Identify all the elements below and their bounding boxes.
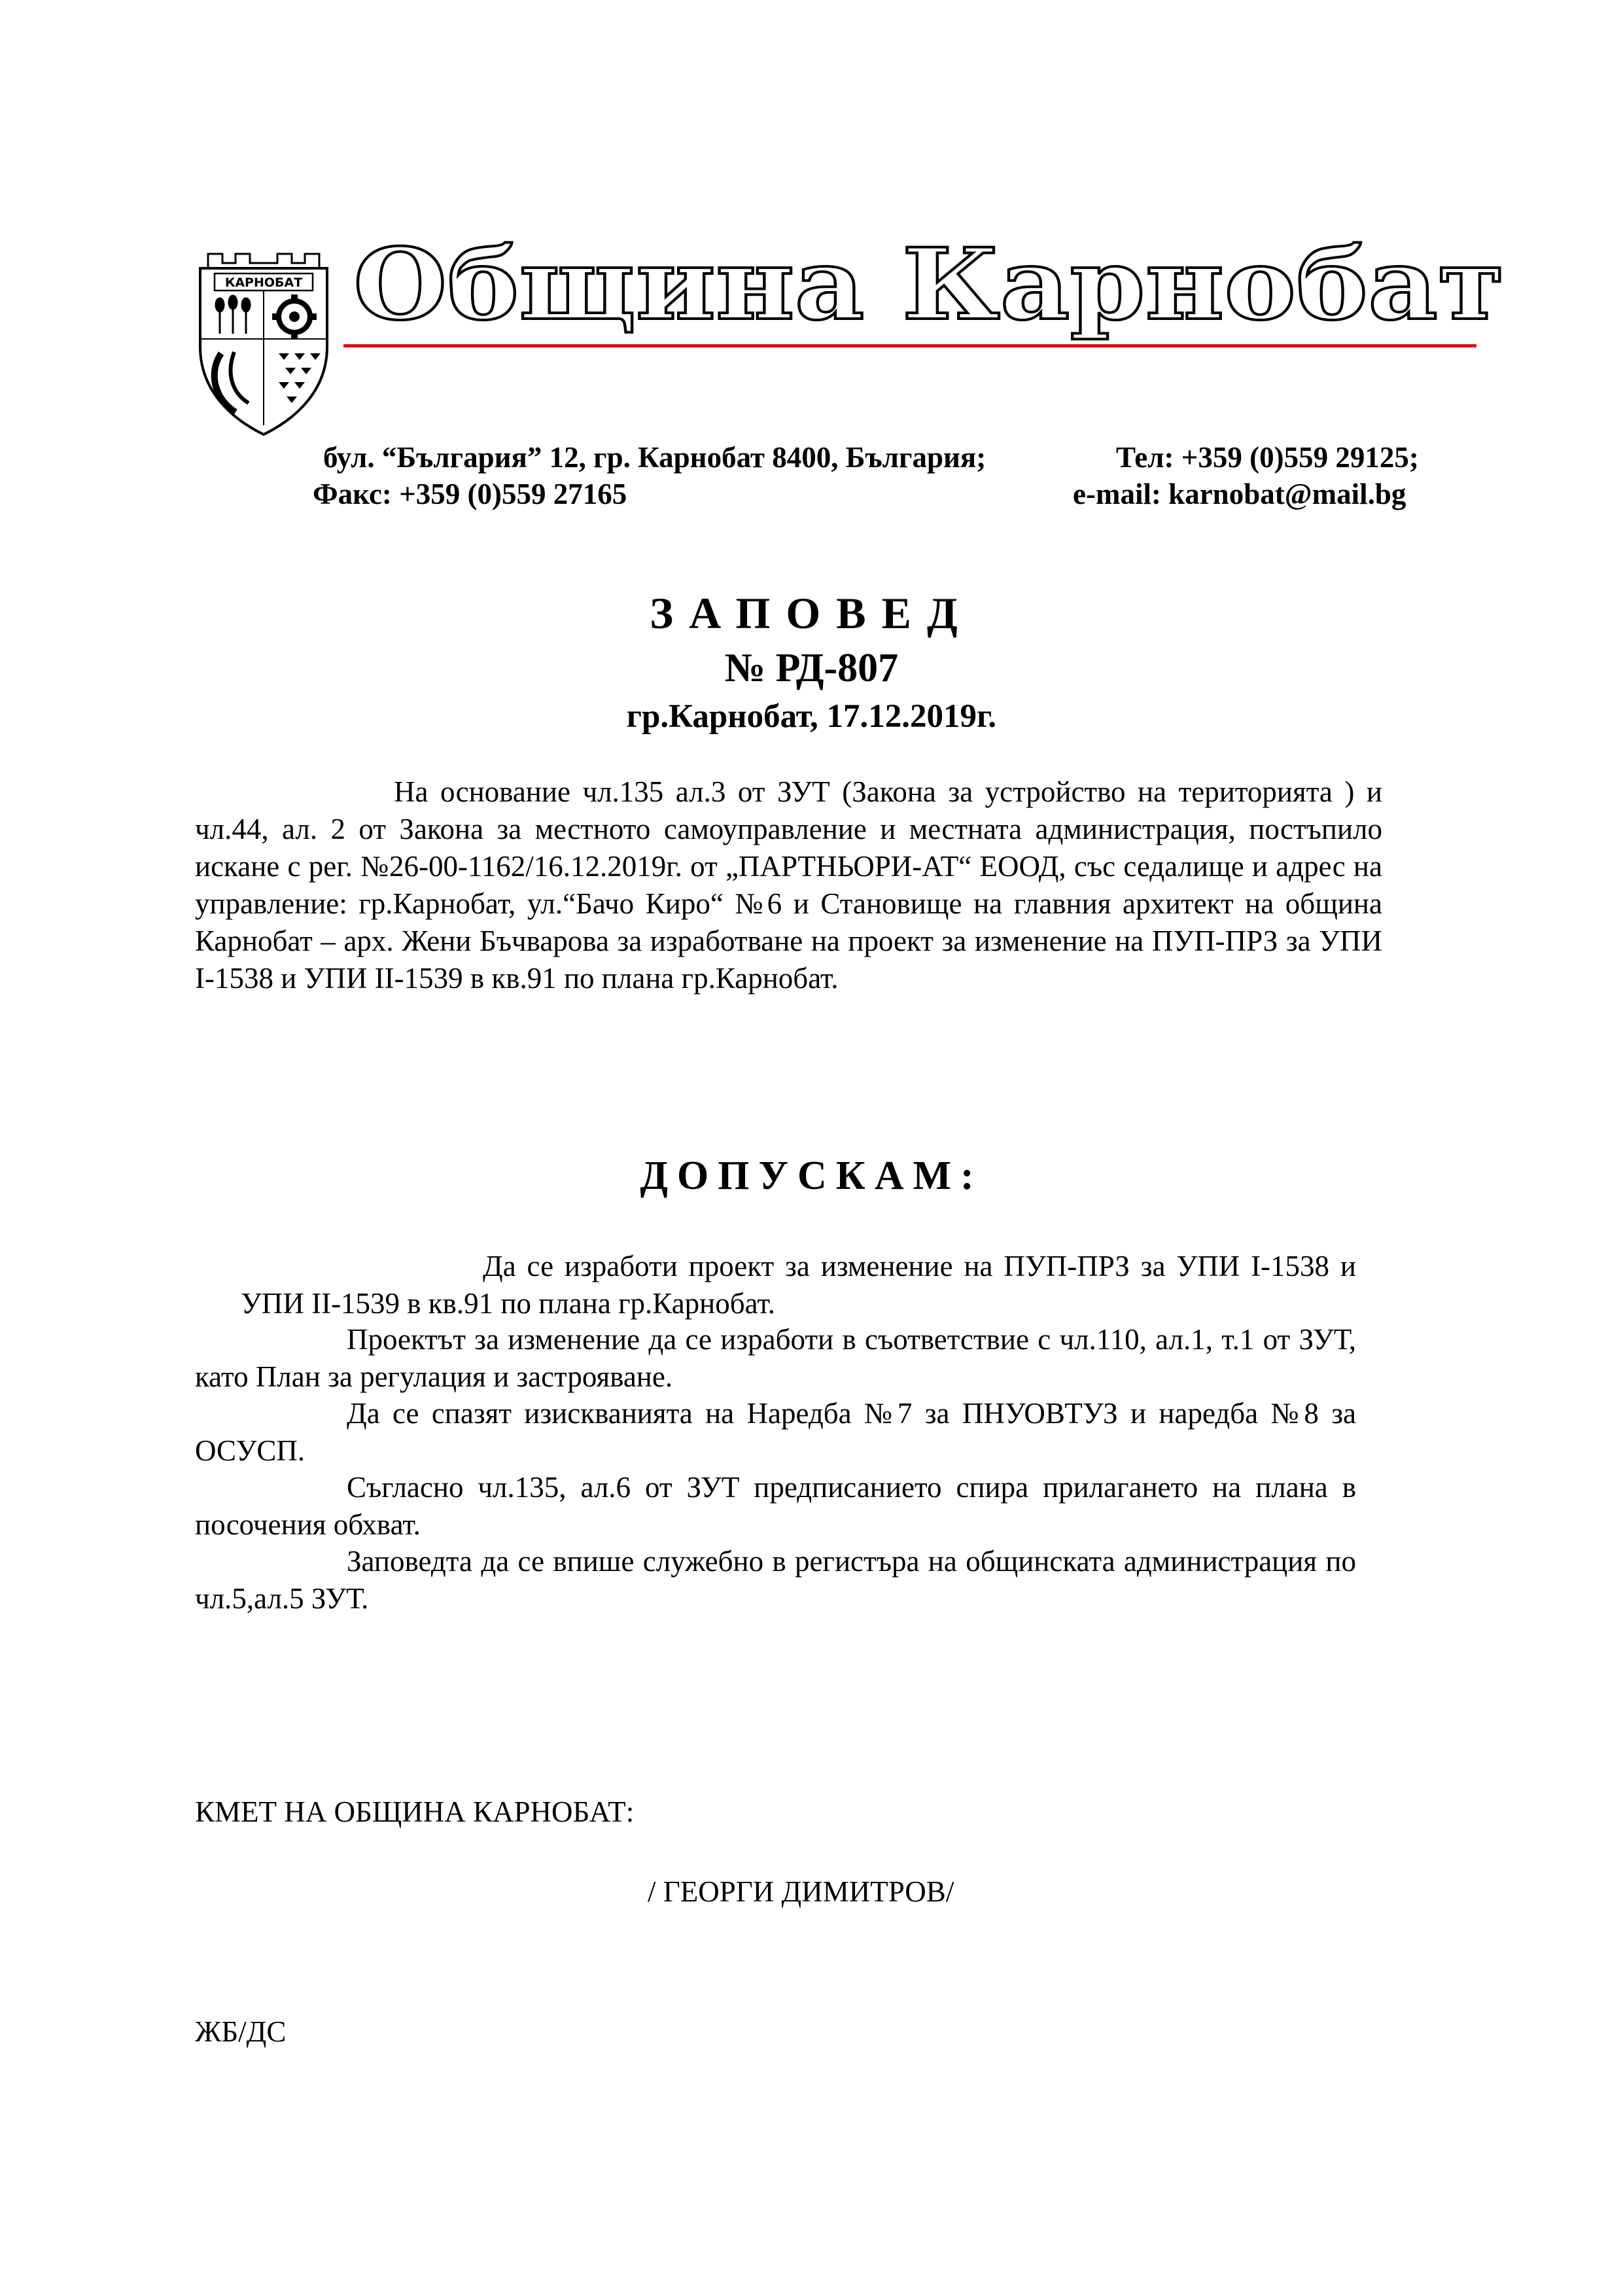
municipality-name-logo [353,230,1511,342]
preparer-initials: ЖБ/ДС [195,2015,287,2048]
phone: Тел: +359 (0)559 29125; [1116,441,1419,474]
fax: Факс: +359 (0)559 27165 [313,478,627,510]
document-title: ЗАПОВЕД [650,588,973,638]
ruling-2: Проектът за изменение да се изработи в съответствие с чл.110, ал.1, т.1 от ЗУТ, като План за регулация и застрояване. [195,1323,1356,1393]
place-and-date: гр.Карнобат, 17.12.2019г. [626,698,997,735]
signatory-name: / ГЕОРГИ ДИМИТРОВ/ [648,1875,954,1908]
ruling-4: Съгласно чл.135, ал.6 от ЗУТ предписанието спира прилагането на плана в посочения обхват. [195,1471,1356,1541]
signatory-position: КМЕТ НА ОБЩИНА КАРНОБАТ: [195,1795,635,1828]
municipality-crest-logo [195,249,332,438]
document-number: № РД-807 [724,646,899,690]
crest-label: КАРНОБАТ [224,275,303,290]
email-address: e-mail: karnobat@mail.bg [1073,478,1406,510]
basis-paragraph: На основание чл.135 ал.3 от ЗУТ (Закона за устройство на територията ) и чл.44, ал. 2 от Закона за местното самоуправление и местната администрация, постъпило искане с рег. №26-00-1162/16.12.2019г. от „ПАРТНЬОРИ-АТ“ ЕООД, със седалище и адрес на управление: гр.Карнобат, ул.“Бачо Киро“ №6 и Становище на главния архитект на община Карнобат – арх. Жени Бъчварова за изработване на проект за изменение на ПУП-ПРЗ за УПИ I-1538 и УПИ II-1539 в кв.91 по плана гр.Карнобат. [195,775,1382,995]
decision-heading: ДОПУСКАМ: [640,1154,983,1198]
ruling-3: Да се спазят изискванията на Наредба №7 за ПНУОВТУЗ и наредба №8 за ОСУСП. [195,1397,1356,1467]
ruling-1: Да се изработи проект за изменение на ПУП-ПРЗ за УПИ I-1538 и УПИ II-1539 в кв.91 по плана гр.Карнобат. [241,1250,1356,1320]
address: бул. “България” 12, гр. Карнобат 8400, България; [323,441,986,474]
municipality-name: Община Карнобат [353,230,1505,342]
header-divider [343,344,1476,347]
ruling-5: Заповедта да се впише служебно в регистъра на общинската администрация по чл.5,ал.5 ЗУТ. [195,1545,1356,1615]
